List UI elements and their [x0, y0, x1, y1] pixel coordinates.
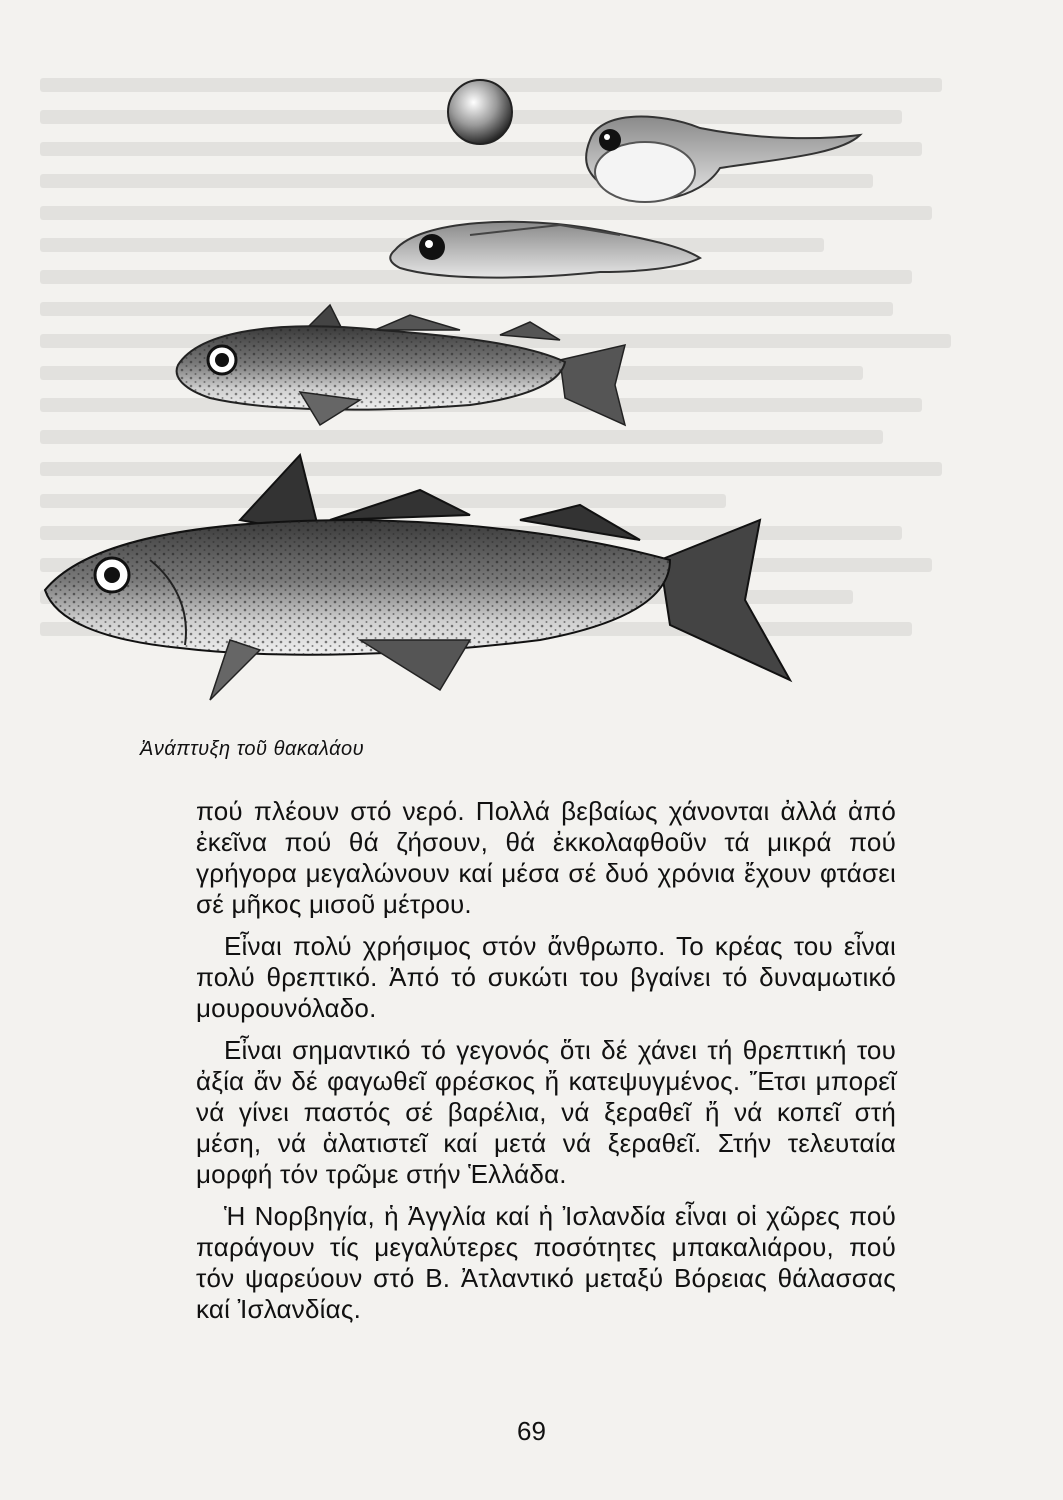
page-number: 69 [517, 1416, 546, 1446]
juvenile-fish-icon [390, 222, 700, 278]
paragraph: Εἶναι πολύ χρήσιμος στόν ἄνθρωπο. Το κρέας του εἶναι πολύ θρεπτικό. Ἀπό τό συκώτι του βγαίνει τό δυναμωτικό μουρουνόλαδο. [196, 931, 896, 1023]
young-cod-icon [177, 305, 625, 425]
egg-icon [448, 80, 512, 144]
figure-caption: Ἀνάπτυξη τοῦ θακαλάου [140, 738, 365, 760]
body-text [196, 796, 896, 1336]
adult-cod-icon [45, 455, 790, 700]
paragraph: πού πλέουν στό νερό. Πολλά βεβαίως χάνονται ἀλλά ἀπό ἐκεῖνα πού θά ζήσουν, θά ἐκκολαφθοῦν τά μικρά πού γρήγορα μεγαλώνουν καί μέσα σέ δυό χρόνια ἔχουν φτάσει σέ μῆκος μισοῦ μέτρου. [196, 796, 896, 919]
paragraph: Εἶναι σημαντικό τό γεγονός ὅτι δέ χάνει τή θρεπτική του ἀξία ἄν δέ φαγωθεῖ φρέσκος ἤ κατεψυγμένος. Ἔτσι μπορεῖ νά γίνει παστός σέ βαρέλια, νά ξεραθεῖ ἤ νά κοπεῖ στή μέση, νά ἁλατιστεῖ καί μετά νά ξεραθεῖ. Στήν τελευταία μορφή τόν τρῶμε στήν Ἑλλάδα. [196, 1035, 896, 1189]
cod-development-illustration [0, 0, 1063, 740]
paragraph: Ἡ Νορβηγία, ἡ Ἀγγλία καί ἡ Ἰσλανδία εἶναι οἱ χῶρες πού παράγουν τίς μεγαλύτερες ποσότητες μπακαλιάρου, πού τόν ψαρεύουν στό Β. Ἀτλαντικό μεταξύ Βόρειας θάλασσας καί Ἰσλανδίας. [196, 1201, 896, 1324]
larva-icon [586, 117, 860, 202]
